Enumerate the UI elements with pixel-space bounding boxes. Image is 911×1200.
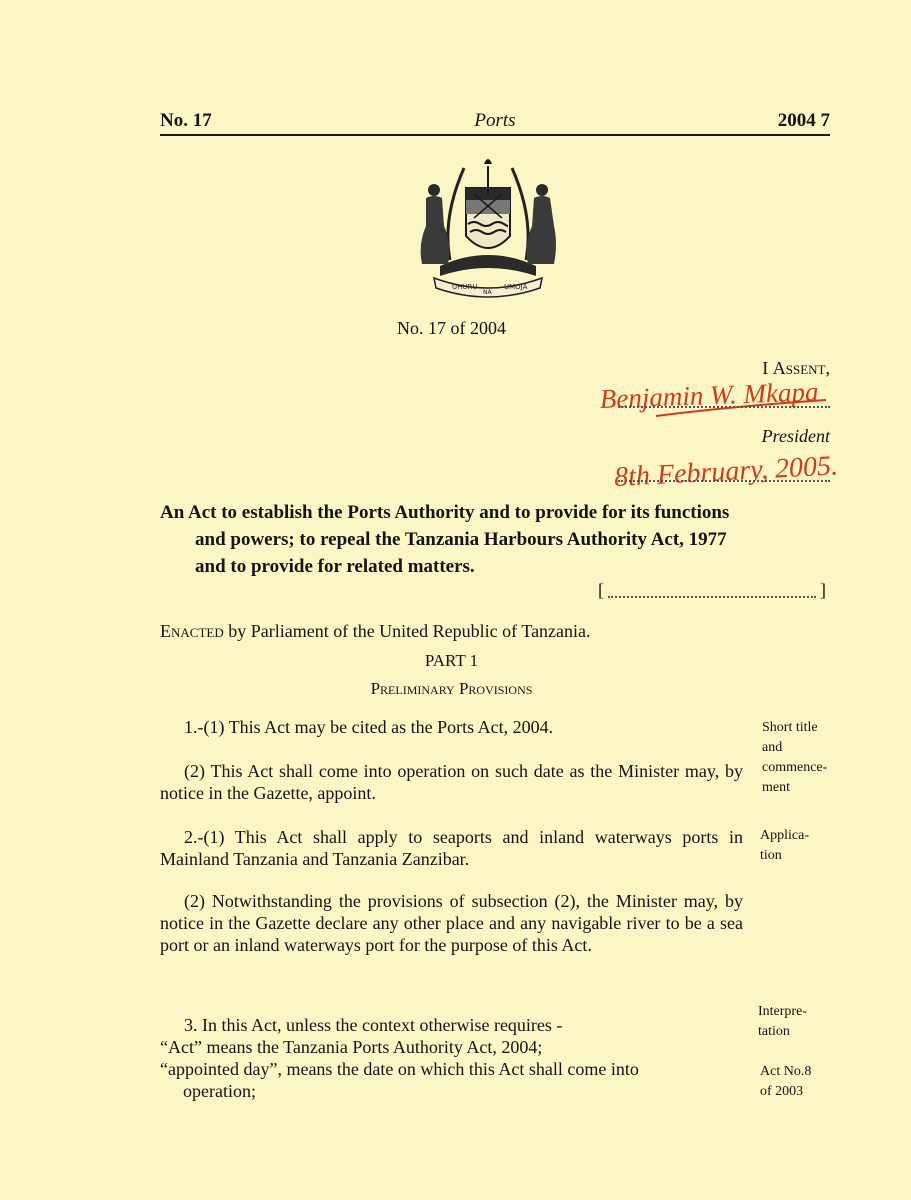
long-title xyxy=(160,499,840,580)
svg-text:Benjamin W. Mkapa: Benjamin W. Mkapa xyxy=(599,376,819,415)
long-title-line-1: An Act to establish the Ports Authority and to provide for its functions xyxy=(160,502,730,523)
svg-text:NA: NA xyxy=(483,289,492,296)
margin-note-short-title: Short title and commence- ment xyxy=(762,720,828,795)
coat-of-arms-emblem xyxy=(412,148,564,300)
section-3: 3. In this Act, unless the context otherwise requires - xyxy=(184,1015,563,1035)
header-title: Ports xyxy=(474,110,516,131)
long-title-line-2: and powers; to repeal the Tanzania Harbours Authority Act, 1977 xyxy=(195,529,727,550)
act-number-header: No. 17 xyxy=(160,110,212,131)
section-1-1: 1.-(1) This Act may be cited as the Ports Act, 2004. xyxy=(184,717,554,737)
president-label: President xyxy=(761,426,830,446)
definition-act: “Act” means the Tanzania Ports Authority Act, 2004; xyxy=(160,1037,543,1057)
page-header xyxy=(160,110,830,134)
act-number: No. 17 of 2004 xyxy=(397,318,506,338)
assent-date-handwritten xyxy=(610,440,850,492)
section-2-1: 2.-(1) This Act shall apply to seaports and inland waterways ports in Mainland Tanzania and Tanzania Zanzibar. xyxy=(160,827,743,869)
svg-text:8th February, 2005.: 8th February, 2005. xyxy=(613,450,839,492)
margin-note-act-ref: Act No.8 of 2003 xyxy=(760,1064,812,1099)
long-title-line-3: and to provide for related matters. xyxy=(195,556,475,577)
svg-text:UHURU: UHURU xyxy=(452,283,478,291)
coat-of-arms-icon xyxy=(412,148,564,300)
margin-note-interpretation: Interpre- tation xyxy=(758,1004,807,1039)
margin-note-application: Applica- tion xyxy=(760,828,809,863)
header-year-page: 2004 7 xyxy=(777,110,830,131)
section-2-2: (2) Notwithstanding the provisions of subsection (2), the Minister may, by notice in the Gazette declare any other place and any navigable river to be a sea port or an inland waterways port for the purpose of this Act. xyxy=(160,891,743,955)
header-rule xyxy=(160,134,830,136)
definition-appointed-day-cont: operation; xyxy=(183,1081,256,1101)
svg-text:UMOJA: UMOJA xyxy=(504,283,528,291)
date-line xyxy=(618,480,830,482)
president-signature xyxy=(596,372,846,422)
signature-line xyxy=(618,406,830,408)
part-title: Preliminary Provisions xyxy=(370,679,533,698)
definition-appointed-day: “appointed day”, means the date on which this Act shall come into xyxy=(160,1059,639,1079)
enacting-formula: Enacted by Parliament of the United Republic of Tanzania. xyxy=(160,621,591,641)
assent-label: I Assent, xyxy=(762,358,830,378)
part-heading: PART 1 xyxy=(424,651,479,670)
section-1-2: (2) This Act shall come into operation on such date as the Minister may, by notice in the Gazette, appoint. xyxy=(160,761,743,803)
